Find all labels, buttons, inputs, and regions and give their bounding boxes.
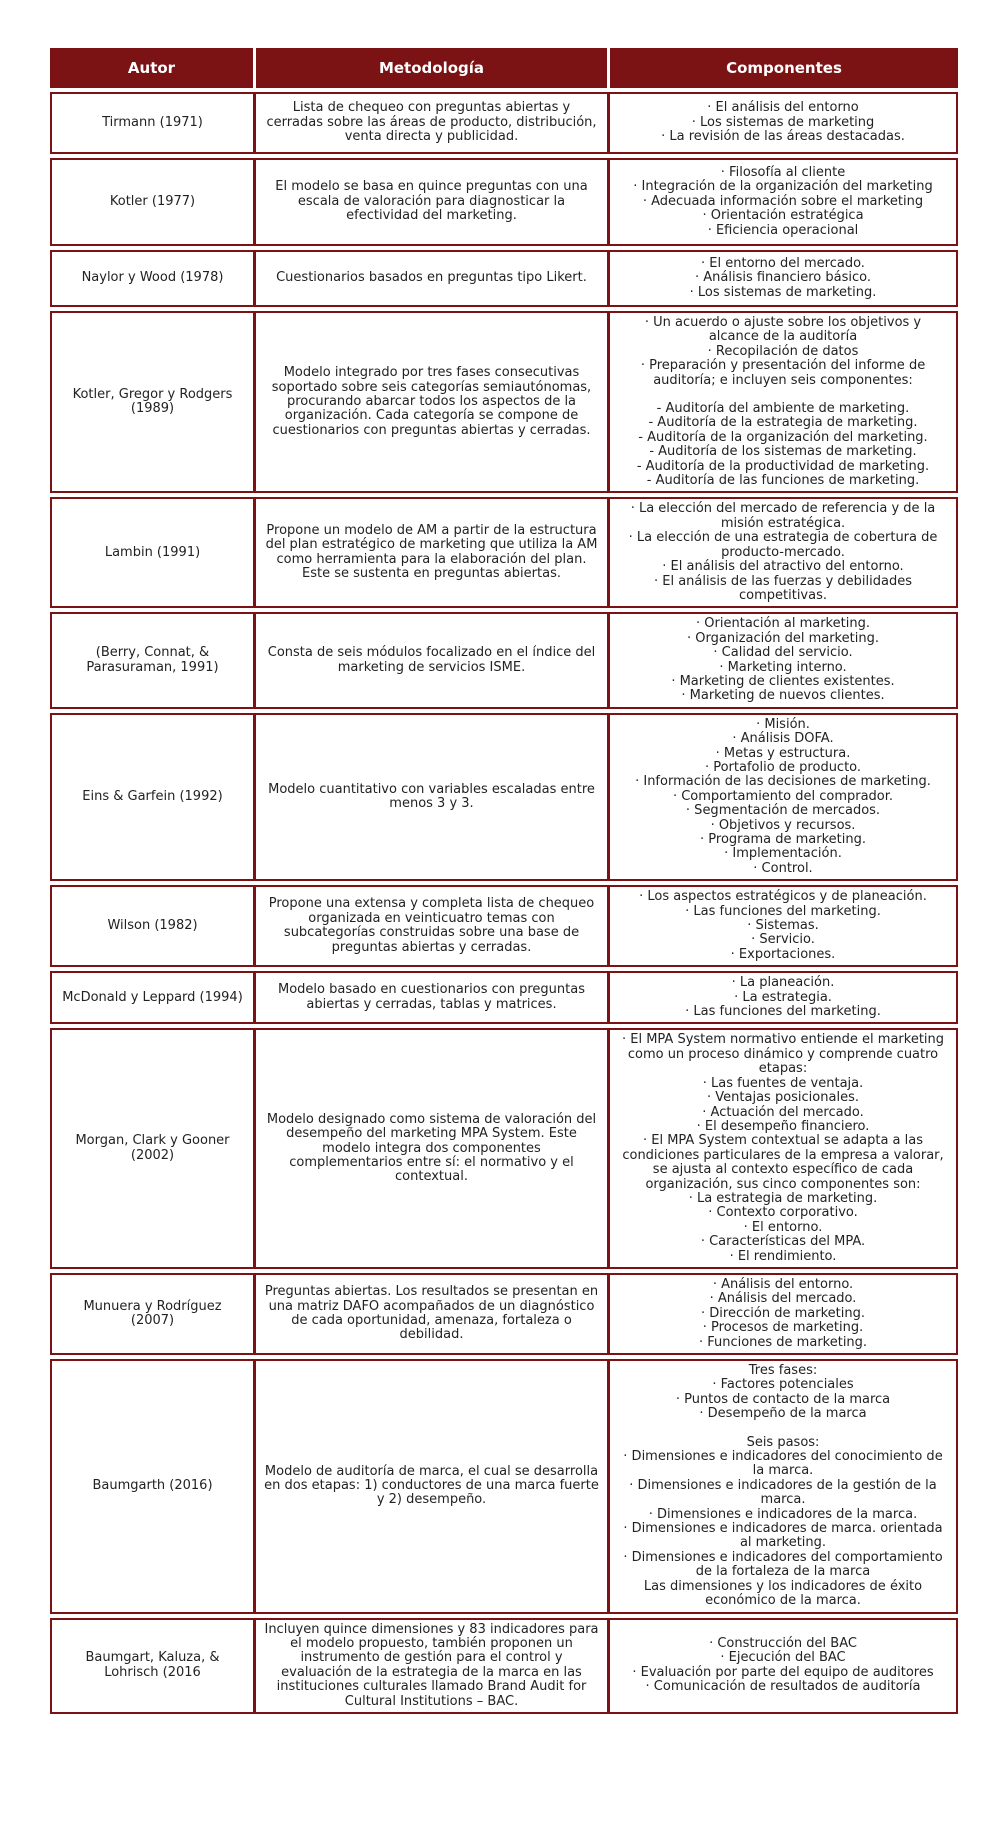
component-item: · Un acuerdo o ajuste sobre los objetivos y alcance de la auditoría [644,315,922,345]
components-cell [610,250,958,307]
component-item: · La estrategia. [734,989,832,1005]
component-item: · La elección del mercado de referencia y de la misión estratégica. [630,501,936,531]
component-item: · Adecuada información sobre el marketing [642,193,924,209]
header-autor: Autor [50,48,256,88]
table-body [50,92,958,1714]
methodology-cell: Lista de chequeo con preguntas abiertas y cerradas sobre las áreas de producto, distribución, venta directa y publicidad. [256,92,610,154]
component-item: · Características del MPA. [700,1234,866,1250]
table-row [50,497,958,608]
component-item: · El rendimiento. [729,1248,837,1264]
component-item: · Dimensiones e indicadores del comportamiento de la fortaleza de la marca [623,1549,943,1580]
components-cell [610,1618,958,1714]
components-cell [610,497,958,608]
component-item: - Auditoría de la organización del marketing. [638,429,928,445]
component-item: · Marketing de clientes existentes. [671,673,895,689]
component-item: · Las funciones del marketing. [685,1004,881,1020]
component-item: · Sistemas. [747,918,819,934]
components-cell [610,612,958,708]
component-item: · Orientación al marketing. [696,616,870,632]
component-item: · Integración de la organización del marketing [633,179,933,195]
component-item: · Recopilación de datos [707,343,859,359]
table-row [50,92,958,154]
methodology-table [50,44,958,1718]
header-row [50,48,958,88]
component-item: · La elección de una estrategia de cobertura de producto-mercado. [628,530,938,560]
component-item: · Dirección de marketing. [701,1305,865,1321]
component-item: · Portafolio de producto. [704,759,862,775]
component-item: · Información de las decisiones de marketing. [635,774,931,790]
component-item: · La estrategia de marketing. [688,1190,878,1206]
author-cell: Wilson (1982) [50,885,256,967]
component-item: · Análisis DOFA. [732,731,834,747]
component-item [618,1422,948,1436]
component-item: · Evaluación por parte del equipo de auditores [632,1664,934,1680]
author-cell: Lambin (1991) [50,497,256,608]
methodology-cell: Modelo de auditoría de marca, el cual se desarrolla en dos etapas: 1) conductores de una marca fuerte y 2) desempeño. [256,1359,610,1614]
component-item: · Eficiencia operacional [707,222,859,238]
component-item: · Comunicación de resultados de auditoría [645,1679,921,1695]
component-item: · Funciones de marketing. [698,1334,868,1350]
header-componentes: Componentes [610,48,958,88]
component-item: · Orientación estratégica [702,208,864,224]
component-item: · Filosofía al cliente [720,164,846,180]
author-cell: Kotler, Gregor y Rodgers (1989) [50,311,256,493]
components-cell [610,158,958,246]
component-item: · Comportamiento del comprador. [672,788,894,804]
component-item: · Exportaciones. [730,946,836,962]
component-item: · El análisis del entorno [707,100,859,116]
component-item: - Auditoría de la productividad de marketing. [636,458,930,474]
methodology-cell: Incluyen quince dimensiones y 83 indicadores para el modelo propuesto, también proponen un instrumento de gestión para el control y evaluación de la estrategia de la marca en las instituciones culturales llamado Brand Audit for Cultural Institutions – BAC. [256,1618,610,1714]
header-metodologia: Metodología [256,48,610,88]
methodology-cell: Modelo integrado por tres fases consecutivas soportado sobre seis categorías semiautónomas, procurando abarcar todos los aspectos de la organización. Cada categoría se compone de cuestionarios con preguntas abiertas y cerradas. [256,311,610,493]
author-cell: Tirmann (1971) [50,92,256,154]
methodology-cell: El modelo se basa en quince preguntas con una escala de valoración para diagnosticar la efectividad del marketing. [256,158,610,246]
component-item: · Dimensiones e indicadores del conocimiento de la marca. [623,1449,943,1479]
table-row [50,713,958,881]
components-cell [610,1273,958,1355]
component-item: Seis pasos: [746,1434,820,1450]
component-item: · Contexto corporativo. [708,1205,858,1221]
component-item: · Marketing de nuevos clientes. [681,688,885,704]
component-item: · Implementación. [724,846,842,862]
component-item: · Desempeño de la marca [699,1406,867,1422]
author-cell: Munuera y Rodríguez (2007) [50,1273,256,1355]
component-item: · Puntos de contacto de la marca [675,1391,891,1407]
component-item: · Metas y estructura. [715,745,851,761]
component-item: · El entorno del mercado. [701,255,865,271]
author-cell: Naylor y Wood (1978) [50,250,256,307]
author-cell: Baumgarth (2016) [50,1359,256,1614]
component-item: · Construcción del BAC [709,1635,857,1651]
component-item: - Auditoría de las funciones de marketing. [646,473,920,489]
methodology-cell: Propone un modelo de AM a partir de la estructura del plan estratégico de marketing que utiliza la AM como herramienta para la elaboración del plan. Este se sustenta en preguntas abiertas. [256,497,610,608]
component-item: · Ventajas posicionales. [707,1090,859,1106]
methodology-cell: Modelo designado como sistema de valoración del desempeño del marketing MPA System. Este modelo integra dos componentes complementarios entre sí: el normativo y el contextual. [256,1028,610,1269]
author-cell: Morgan, Clark y Gooner (2002) [50,1028,256,1269]
author-cell: Baumgart, Kaluza, & Lohrisch (2016 [50,1618,256,1714]
author-cell: (Berry, Connat, & Parasuraman, 1991) [50,612,256,708]
component-item: · Control. [753,860,813,876]
component-item: · Actuación del mercado. [702,1104,864,1120]
component-item: · Las funciones del marketing. [685,903,881,919]
component-item: · Calidad del servicio. [713,645,853,661]
component-item: · La planeación. [731,975,835,991]
component-item: · Ejecución del BAC [720,1650,846,1666]
component-item: · Los sistemas de marketing. [689,284,877,300]
component-item: · La revisión de las áreas destacadas. [661,129,905,145]
component-item: · Análisis del entorno. [712,1276,854,1292]
component-item: - Auditoría de los sistemas de marketing. [649,444,917,460]
component-item: · El entorno. [743,1219,823,1235]
component-item: - Auditoría de la estrategia de marketing. [648,415,918,431]
component-item: · Programa de marketing. [700,832,866,847]
component-item: · Marketing interno. [719,659,847,675]
component-item: · Preparación y presentación del informe de auditoría; e incluyen seis componentes: [640,358,926,388]
methodology-cell: Modelo cuantitativo con variables escaladas entre menos 3 y 3. [256,713,610,881]
component-item: · Los aspectos estratégicos y de planeación. [639,889,927,905]
methodology-cell: Modelo basado en cuestionarios con preguntas abiertas y cerradas, tablas y matrices. [256,971,610,1024]
author-cell: Kotler (1977) [50,158,256,246]
table-row [50,250,958,307]
methodology-cell: Cuestionarios basados en preguntas tipo Likert. [256,250,610,307]
component-item: · El desempeño financiero. [696,1118,870,1134]
component-item: · Análisis del mercado. [709,1291,857,1307]
methodology-cell: Preguntas abiertas. Los resultados se presentan en una matriz DAFO acompañados de un diagnóstico de cada oportunidad, amenaza, fortaleza o debilidad. [256,1273,610,1355]
methodology-cell: Consta de seis módulos focalizado en el índice del marketing de servicios ISME. [256,612,610,708]
component-item: · Procesos de marketing. [702,1320,864,1336]
table-row [50,971,958,1024]
table-row [50,885,958,967]
component-item: · Servicio. [751,932,815,948]
component-item [618,388,948,402]
table-row [50,1028,958,1269]
component-item: · Organización del marketing. [687,630,879,646]
table-row [50,1618,958,1714]
table-row [50,612,958,708]
author-cell: McDonald y Leppard (1994) [50,971,256,1024]
component-item: · El análisis de las fuerzas y debilidades competitivas. [653,573,913,603]
component-item: Tres fases: [748,1363,818,1378]
table-row [50,158,958,246]
component-item: · Dimensiones e indicadores de la marca. [648,1506,918,1522]
components-cell [610,713,958,881]
table-row [50,311,958,493]
component-item: · Análisis financiero básico. [694,270,872,286]
component-item: · Dimensiones e indicadores de marca. orientada al marketing. [623,1521,943,1551]
component-item: · Segmentación de mercados. [685,803,881,819]
component-item: · Factores potenciales [712,1377,854,1393]
components-cell [610,92,958,154]
component-item: · Las fuentes de ventaja. [702,1075,864,1091]
component-item: Las dimensiones y los indicadores de éxito económico de la marca. [643,1578,923,1609]
component-item: · Misión. [756,716,810,732]
components-cell [610,885,958,967]
component-item: · Dimensiones e indicadores de la gestión de la marca. [629,1477,937,1508]
component-item: - Auditoría del ambiente de marketing. [656,401,910,417]
component-item: · Objetivos y recursos. [710,817,856,833]
table-row [50,1359,958,1614]
component-item: · El MPA System contextual se adapta a las condiciones particulares de la empresa a valorar, se ajusta al contexto específico de cada organización, sus cinco componentes son: [622,1133,944,1192]
component-item: · Los sistemas de marketing [691,114,875,130]
table-row [50,1273,958,1355]
components-cell [610,1359,958,1614]
methodology-cell: Propone una extensa y completa lista de chequeo organizada en veinticuatro temas con subcategorías construidas sobre una base de preguntas abiertas y cerradas. [256,885,610,967]
components-cell [610,1028,958,1269]
component-item: · El MPA System normativo entiende el marketing como un proceso dinámico y comprende cuatro etapas: [621,1032,945,1077]
components-cell [610,971,958,1024]
author-cell: Eins & Garfein (1992) [50,713,256,881]
table-header [50,48,958,88]
component-item: · El análisis del atractivo del entorno. [662,559,904,575]
components-cell [610,311,958,493]
